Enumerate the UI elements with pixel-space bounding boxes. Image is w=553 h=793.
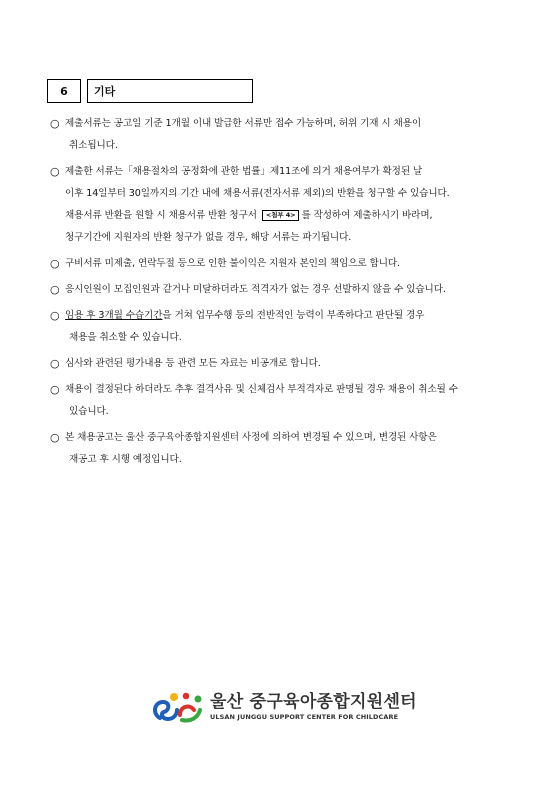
- item-text: 심사와 관련된 평가내용 등 관련 모든 자료는 비공개로 합니다.: [65, 358, 321, 369]
- item-text: 이후 14일부터 30일까지의 기간 내에 채용서류(전자서류 제외)의 반환을 청구할 수 있습니다.: [65, 188, 450, 199]
- item-text: 취소됩니다.: [69, 140, 118, 151]
- footer-logo: [150, 688, 417, 726]
- list-item: [50, 305, 510, 349]
- bullet-circle-icon: ○: [50, 283, 60, 296]
- list-item: [50, 427, 510, 471]
- notice-list: [50, 113, 510, 471]
- item-text: 를 작성하여 제출하시기 바라며,: [301, 210, 433, 221]
- item-text: 본 채용공고는 울산 중구육아종합지원센터 사정에 의하여 변경될 수 있으며, 변경된 사항은: [65, 432, 437, 443]
- section-title: 기타: [87, 79, 253, 103]
- item-text: 있습니다.: [69, 406, 109, 417]
- bullet-circle-icon: ○: [50, 165, 60, 178]
- list-item: [50, 253, 510, 275]
- bullet-circle-icon: ○: [50, 117, 60, 130]
- item-text: 구비서류 미제출, 연락두절 등으로 인한 불이익은 지원자 본인의 책임으로 합니다.: [65, 258, 400, 269]
- item-text: 청구기간에 지원자의 반환 청구가 없을 경우, 해당 서류는 파기됩니다.: [65, 232, 352, 243]
- bullet-circle-icon: ○: [50, 309, 60, 322]
- bullet-circle-icon: ○: [50, 357, 60, 370]
- list-item: [50, 161, 510, 249]
- section-number: 6: [47, 79, 81, 103]
- footer-text: [210, 692, 417, 722]
- item-text: 재공고 후 시행 예정입니다.: [69, 454, 182, 465]
- item-text: 채용이 결정된다 하더라도 추후 결격사유 및 신체검사 부적격자로 판명될 경우 채용이 취소될 수: [65, 384, 458, 395]
- org-name-english: ULSAN JUNGGU SUPPORT CENTER FOR CHILDCARE: [210, 713, 399, 721]
- item-text-with-attachment: [65, 205, 510, 227]
- list-item: [50, 379, 510, 423]
- probation-period-text: 임용 후 3개월 수습기간: [65, 310, 163, 321]
- org-name-korean: 울산 중구육아종합지원센터: [210, 692, 417, 712]
- list-item: [50, 113, 510, 157]
- item-text: 제출서류는 공고일 기준 1개월 이내 발급한 서류만 접수 가능하며, 허위 기재 시 채용이: [65, 118, 422, 129]
- item-text: 을 거쳐 업무수행 등의 전반적인 능력이 부족하다고 판단될 경우: [162, 310, 425, 321]
- center-logo-icon: [150, 688, 206, 726]
- bullet-circle-icon: ○: [50, 383, 60, 396]
- item-text: 채용서류 반환을 원할 시 채용서류 반환 청구서: [65, 210, 257, 221]
- item-text: 제출한 서류는「채용절차의 공정화에 관한 법률」제11조에 의거 채용여부가 확정된 날: [65, 166, 423, 177]
- item-text: 채용을 취소할 수 있습니다.: [69, 332, 182, 343]
- list-item: [50, 279, 510, 301]
- section-header: [47, 79, 253, 103]
- bullet-circle-icon: ○: [50, 431, 60, 444]
- list-item: [50, 353, 510, 375]
- item-text-with-underline: [65, 305, 510, 327]
- item-text: 응시인원이 모집인원과 같거나 미달하더라도 적격자가 없는 경우 선발하지 않을 수 있습니다.: [65, 284, 446, 295]
- bullet-circle-icon: ○: [50, 257, 60, 270]
- attachment-tag: <첨부 4>: [262, 210, 300, 221]
